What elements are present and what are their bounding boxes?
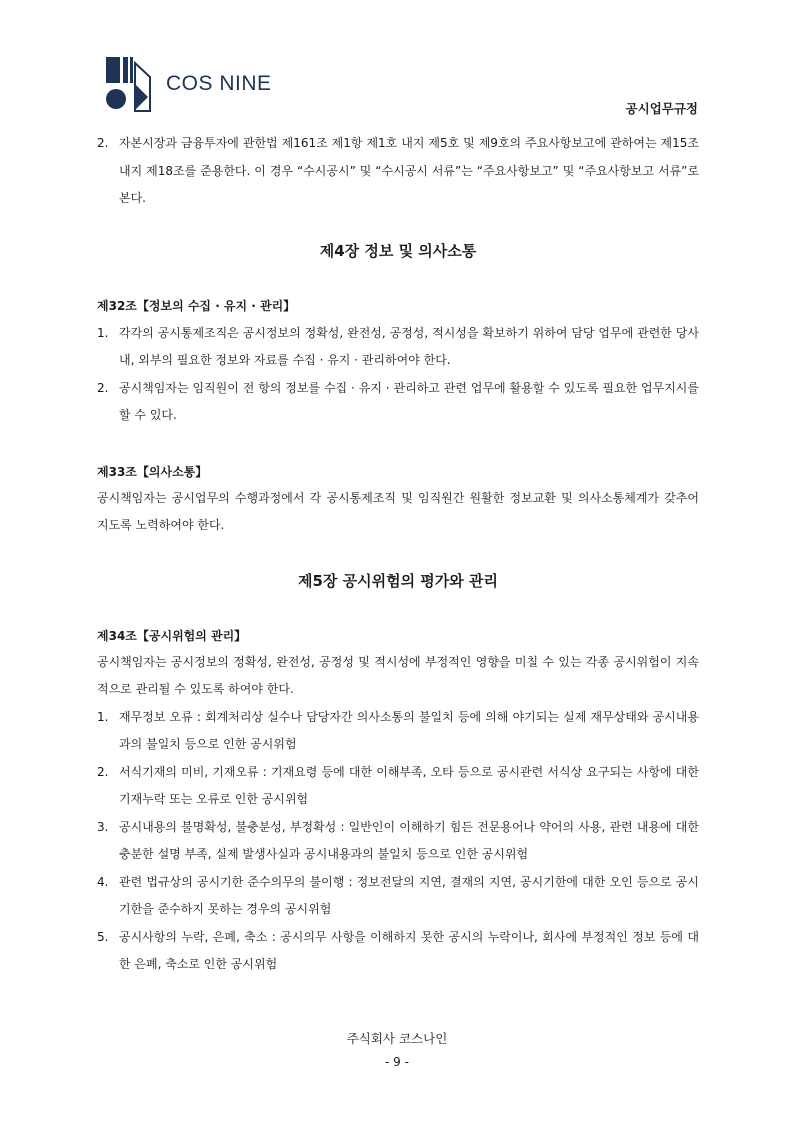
item-number: 2. [97, 380, 109, 395]
article-33-text: 공시책임자는 공시업무의 수행과정에서 각 공시통제조직 및 임직원간 원활한 정보교환 및 의사소통체계가 갖추어 지도록 노력하여야 한다. [97, 490, 699, 532]
item-number: 5. [97, 929, 109, 944]
list-item [97, 375, 699, 430]
cos-nine-logo [104, 55, 156, 113]
item-text: 공시책임자는 임직원이 전 항의 정보를 수집 · 유지 · 관리하고 관련 업무에 활용할 수 있도록 필요한 업무지시를 할 수 있다. [119, 380, 699, 422]
page-number: - 9 - [385, 1055, 409, 1069]
list-item [97, 759, 699, 814]
list-item [97, 814, 699, 869]
list-item [97, 704, 699, 759]
footer-company: 주식회사 코스나인 [346, 1031, 448, 1046]
list-item [97, 924, 699, 979]
article-34-title: 제34조【공시위험의 관리】 [97, 628, 247, 643]
chapter-5-title: 제5장 공시위험의 평가와 관리 [298, 571, 498, 590]
item-number: 1. [97, 325, 109, 340]
item-number: 3. [97, 819, 109, 834]
document-title: 공시업무규정 [625, 101, 698, 116]
list-item [97, 130, 699, 213]
item-number: 2. [97, 764, 109, 779]
page-content [97, 130, 699, 979]
item-text: 자본시장과 금융투자에 관한법 제161조 제1항 제1호 내지 제5호 및 제9호의 주요사항보고에 관하여는 제15조 내지 제18조를 준용한다. 이 경우 “수시공시” 및 “수시공시 서류”는 “주요사항보고” 및 “주요사항보고 서류”로 본다. [119, 136, 699, 205]
article-34-intro: 공시책임자는 공시정보의 정확성, 완전성, 공정성 및 적시성에 부정적인 영향을 미칠 수 있는 각종 공시위험이 지속적으로 관리될 수 있도록 하여야 한다. [97, 654, 699, 696]
item-text: 관련 법규상의 공시기한 준수의무의 불이행 : 정보전달의 지연, 결재의 지연, 공시기한에 대한 오인 등으로 공시기한을 준수하지 못하는 경우의 공시위험 [119, 874, 699, 916]
item-text: 각각의 공시통제조직은 공시정보의 정확성, 완전성, 공정성, 적시성을 확보하기 위하여 담당 업무에 관련한 당사 내, 외부의 필요한 정보와 자료를 수집 · 유지 · 관리하여야 한다. [119, 325, 699, 367]
item-number: 2. [97, 136, 109, 150]
item-text: 공시사항의 누락, 은폐, 축소 : 공시의무 사항을 이해하지 못한 공시의 누락이나, 회사에 부정적인 정보 등에 대한 은폐, 축소로 인한 공시위험 [119, 929, 699, 971]
article-33-title: 제33조【의사소통】 [97, 464, 208, 479]
list-item [97, 869, 699, 924]
item-text: 공시내용의 불명확성, 불충분성, 부정확성 : 일반인이 이해하기 힘든 전문용어나 약어의 사용, 관련 내용에 대한 충분한 설명 부족, 실제 발생사실과 공시내용과의 불일치 등으로 인한 공시위험 [119, 819, 699, 861]
brand-name: COS NINE [166, 72, 272, 95]
item-number: 4. [97, 874, 109, 889]
item-text: 재무정보 오류 : 회계처리상 실수나 담당자간 의사소통의 불일치 등에 의해 야기되는 실제 재무상태와 공시내용과의 불일치 등으로 인한 공시위험 [119, 709, 699, 751]
item-number: 1. [97, 709, 109, 724]
item-text: 서식기재의 미비, 기재오류 : 기재요령 등에 대한 이해부족, 오타 등으로 공시관련 서식상 요구되는 사항에 대한 기재누락 또는 오류로 인한 공시위험 [119, 764, 699, 806]
list-item [97, 320, 699, 375]
article-32-title: 제32조【정보의 수집 · 유지 · 관리】 [97, 298, 296, 313]
chapter-4-title: 제4장 정보 및 의사소통 [319, 241, 477, 260]
